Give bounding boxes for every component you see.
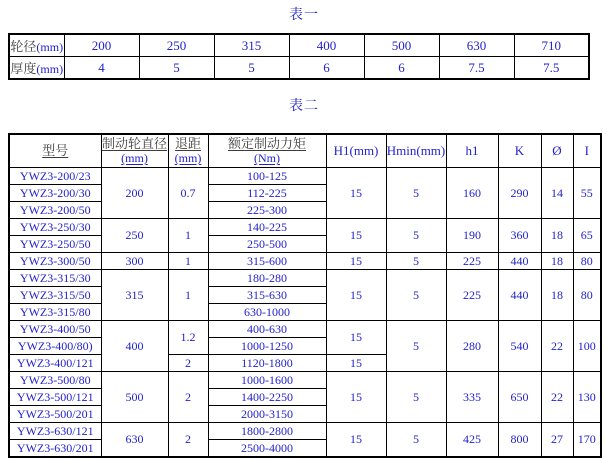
spec-cell: 15 [326, 168, 386, 219]
value-cell: 200 [64, 34, 139, 57]
row-label [9, 34, 64, 57]
table-row [9, 219, 601, 236]
table2-body [9, 168, 601, 458]
value-cell: 5 [139, 57, 214, 80]
table2-header-row [9, 134, 601, 168]
column-header [9, 134, 101, 168]
spec-cell: 27 [541, 423, 573, 458]
wheel-thickness-table [8, 33, 590, 80]
spec-cell: 140-225 [208, 219, 326, 236]
table-row [9, 57, 589, 80]
spec-cell: 1400-2250 [208, 389, 326, 406]
table2-title: 表二 [289, 99, 319, 114]
model-cell: YWZ3-500/201 [9, 406, 101, 423]
model-cell: YWZ3-630/121 [9, 423, 101, 440]
table-row [9, 372, 601, 389]
spec-cell: 1000-1250 [208, 338, 326, 355]
spec-cell: 1 [168, 253, 208, 270]
spec-cell: 18 [541, 253, 573, 270]
spec-cell: 315-600 [208, 253, 326, 270]
spec-cell: 250 [101, 219, 168, 253]
model-cell: YWZ3-400/80) [9, 338, 101, 355]
brake-model-spec-table [8, 133, 602, 458]
spec-cell: 1800-2800 [208, 423, 326, 440]
value-cell: 7.5 [439, 57, 514, 80]
column-header-label: Hmin(mm) [386, 143, 446, 158]
spec-cell: 15 [326, 253, 386, 270]
column-header [101, 134, 168, 168]
model-cell: YWZ3-200/50 [9, 202, 101, 219]
spec-cell: 440 [498, 253, 541, 270]
spec-cell: 15 [326, 423, 386, 458]
spec-cell: 80 [573, 253, 601, 270]
column-header-label: 制动轮直径 [101, 136, 167, 151]
model-cell: YWZ3-300/50 [9, 253, 101, 270]
spec-cell: 440 [498, 270, 541, 321]
spec-cell: 14 [541, 168, 573, 219]
model-cell: YWZ3-250/50 [9, 236, 101, 253]
spec-cell: 630-1000 [208, 304, 326, 321]
table1-body [9, 34, 589, 79]
model-cell: YWZ3-315/30 [9, 270, 101, 287]
table-row [9, 321, 601, 338]
column-header-label: 额定制动力矩 [227, 136, 306, 151]
row-label-zh: 厚度 [10, 61, 37, 76]
spec-cell: 80 [573, 270, 601, 321]
model-cell: YWZ3-200/30 [9, 185, 101, 202]
spec-cell: 15 [326, 321, 386, 355]
row-label [9, 57, 64, 80]
column-header-unit: (Nm) [254, 151, 280, 165]
value-cell: 7.5 [514, 57, 589, 80]
spec-cell: 1 [168, 219, 208, 253]
column-header-label: H1(mm) [333, 143, 379, 158]
spec-cell: 500 [101, 372, 168, 423]
table1-title: 表一 [289, 8, 319, 23]
spec-cell: 200 [101, 168, 168, 219]
spec-cell: 5 [386, 168, 446, 219]
model-cell: YWZ3-400/121 [9, 355, 101, 372]
table-row [9, 34, 589, 57]
spec-cell: 225 [446, 253, 498, 270]
spec-cell: 1.2 [168, 321, 208, 355]
model-cell: YWZ3-315/80 [9, 304, 101, 321]
row-label-unit: (mm) [36, 62, 64, 76]
model-cell: YWZ3-630/201 [9, 440, 101, 458]
spec-cell: 55 [573, 168, 601, 219]
spec-cell: 5 [386, 321, 446, 372]
value-cell: 315 [214, 34, 289, 57]
spec-cell: 1000-1600 [208, 372, 326, 389]
spec-cell: 5 [386, 219, 446, 253]
spec-cell: 280 [446, 321, 498, 372]
spec-cell: 130 [573, 372, 601, 423]
spec-cell: 2 [168, 372, 208, 423]
column-header-label: Ø [552, 143, 562, 158]
value-cell: 4 [64, 57, 139, 80]
spec-cell: 190 [446, 219, 498, 253]
model-cell: YWZ3-315/50 [9, 287, 101, 304]
spec-cell: 2 [168, 423, 208, 458]
spec-cell: 0.7 [168, 168, 208, 219]
spec-cell: 1120-1800 [208, 355, 326, 372]
spec-cell: 180-280 [208, 270, 326, 287]
spec-cell: 2500-4000 [208, 440, 326, 458]
spec-cell: 15 [326, 219, 386, 253]
spec-cell: 335 [446, 372, 498, 423]
row-label-unit: (mm) [36, 40, 64, 54]
column-header [446, 134, 498, 168]
spec-cell: 65 [573, 219, 601, 253]
spec-cell: 225 [446, 270, 498, 321]
column-header-label: I [584, 143, 589, 158]
table2-head [9, 134, 601, 168]
spec-cell: 360 [498, 219, 541, 253]
spec-cell: 15 [326, 355, 386, 372]
spec-cell: 1 [168, 270, 208, 321]
value-cell: 6 [289, 57, 364, 80]
table-row [9, 253, 601, 270]
row-label-zh: 轮径 [10, 39, 37, 54]
column-header [386, 134, 446, 168]
spec-cell: 540 [498, 321, 541, 372]
spec-cell: 22 [541, 321, 573, 372]
column-header-label: K [514, 143, 525, 158]
spec-cell: 425 [446, 423, 498, 458]
column-header [573, 134, 601, 168]
value-cell: 630 [439, 34, 514, 57]
column-header-unit: (mm) [121, 151, 148, 165]
column-header [208, 134, 326, 168]
spec-cell: 100 [573, 321, 601, 372]
column-header-unit: (mm) [174, 151, 202, 165]
value-cell: 400 [289, 34, 364, 57]
spec-cell: 5 [386, 372, 446, 423]
value-cell: 6 [364, 57, 439, 80]
spec-cell: 15 [326, 270, 386, 321]
table-row [9, 168, 601, 185]
spec-cell: 800 [498, 423, 541, 458]
value-cell: 500 [364, 34, 439, 57]
spec-cell: 15 [326, 372, 386, 423]
spec-cell: 290 [498, 168, 541, 219]
spec-cell: 100-125 [208, 168, 326, 185]
spec-cell: 170 [573, 423, 601, 458]
spec-cell: 225-300 [208, 202, 326, 219]
spec-cell: 250-500 [208, 236, 326, 253]
column-header-label: 退距 [174, 136, 201, 151]
value-cell: 710 [514, 34, 589, 57]
spec-cell: 2000-3150 [208, 406, 326, 423]
model-cell: YWZ3-250/30 [9, 219, 101, 236]
column-header [498, 134, 541, 168]
table-row [9, 270, 601, 287]
spec-cell: 22 [541, 372, 573, 423]
column-header-label: 型号 [42, 143, 69, 158]
value-cell: 5 [214, 57, 289, 80]
spec-cell: 18 [541, 219, 573, 253]
spec-cell: 5 [386, 253, 446, 270]
model-cell: YWZ3-500/121 [9, 389, 101, 406]
spec-cell: 650 [498, 372, 541, 423]
spec-cell: 5 [386, 423, 446, 458]
spec-cell: 315 [101, 270, 168, 321]
spec-cell: 630 [101, 423, 168, 458]
column-header-label: h1 [465, 143, 479, 158]
spec-cell: 18 [541, 270, 573, 321]
spec-cell: 400 [101, 321, 168, 372]
spec-cell: 300 [101, 253, 168, 270]
model-cell: YWZ3-500/80 [9, 372, 101, 389]
column-header [168, 134, 208, 168]
table-row [9, 423, 601, 440]
column-header [326, 134, 386, 168]
spec-cell: 315-630 [208, 287, 326, 304]
spec-cell: 400-630 [208, 321, 326, 338]
column-header [541, 134, 573, 168]
spec-cell: 2 [168, 355, 208, 372]
model-cell: YWZ3-400/50 [9, 321, 101, 338]
spec-cell: 112-225 [208, 185, 326, 202]
spec-cell: 5 [386, 270, 446, 321]
spec-cell: 160 [446, 168, 498, 219]
value-cell: 250 [139, 34, 214, 57]
model-cell: YWZ3-200/23 [9, 168, 101, 185]
